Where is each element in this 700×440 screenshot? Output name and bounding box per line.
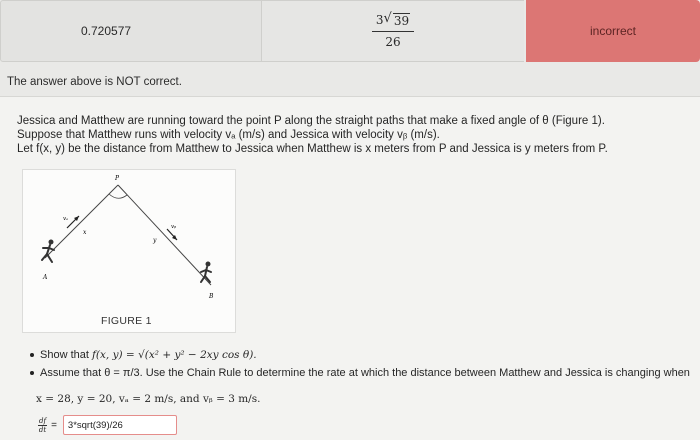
figure-diagram bbox=[23, 170, 237, 334]
submitted-expression bbox=[262, 0, 524, 62]
figure-1 bbox=[22, 169, 236, 333]
equals-sign: = bbox=[51, 419, 57, 431]
problem-panel bbox=[0, 96, 700, 440]
problem-statement bbox=[17, 114, 677, 156]
expression-fraction bbox=[372, 13, 414, 49]
label-a: A bbox=[43, 274, 48, 281]
expression-denominator: 26 bbox=[385, 35, 401, 49]
bullet-assume-text: Assume that θ = π/3. Use the Chain Rule to determine the rate at which the distance between Matthew and Jessica is changing when bbox=[40, 367, 690, 379]
derivative-numerator: df bbox=[39, 416, 47, 425]
submitted-value bbox=[0, 0, 262, 62]
label-va: vₐ bbox=[63, 216, 69, 222]
status-badge bbox=[526, 0, 700, 62]
figure-caption: FIGURE 1 bbox=[101, 315, 152, 327]
angle-arc bbox=[109, 194, 127, 198]
submitted-value-text: 0.720577 bbox=[81, 24, 132, 38]
path-a bbox=[45, 185, 118, 258]
problem-line-2: Suppose that Matthew runs with velocity vₐ (m/s) and Jessica with velocity vᵦ (m/s). bbox=[17, 129, 440, 141]
answer-input[interactable] bbox=[63, 415, 177, 435]
label-x: x bbox=[83, 229, 87, 236]
result-row bbox=[0, 0, 700, 66]
sqrt-symbol: √ bbox=[383, 11, 392, 26]
bullet-dot bbox=[30, 371, 34, 375]
bullet-show-formula: f(x, y) = √(x² + y² − 2xy cos θ). bbox=[91, 349, 257, 361]
bullet-dot bbox=[30, 353, 34, 357]
expression-numerator bbox=[372, 13, 414, 32]
given-values: x = 28, y = 20, vₐ = 2 m/s, and vᵦ = 3 m/s. bbox=[36, 393, 261, 405]
derivative-row bbox=[38, 415, 177, 435]
expression-radicand: 39 bbox=[393, 14, 410, 28]
problem-line-1: Jessica and Matthew are running toward the point P along the straight paths that make a fixed angle of θ (Figure 1). bbox=[17, 115, 605, 127]
bullet-show bbox=[30, 349, 257, 361]
incorrect-notice: The answer above is NOT correct. bbox=[7, 76, 182, 88]
derivative-denominator: dt bbox=[38, 425, 47, 434]
status-text: incorrect bbox=[589, 24, 636, 38]
label-b: B bbox=[209, 293, 214, 300]
problem-line-3: Let f(x, y) be the distance from Matthew to Jessica when Matthew is x meters from P and Jessica is y meters from P. bbox=[17, 143, 608, 155]
derivative-symbol bbox=[38, 417, 47, 434]
expression-coefficient: 3 bbox=[375, 13, 384, 27]
bullet-show-text: Show that bbox=[40, 349, 89, 361]
bullet-assume bbox=[30, 367, 690, 379]
path-b bbox=[118, 185, 211, 285]
label-y: y bbox=[153, 237, 157, 244]
label-vb: vᵦ bbox=[171, 224, 177, 230]
label-p: P bbox=[115, 175, 120, 182]
